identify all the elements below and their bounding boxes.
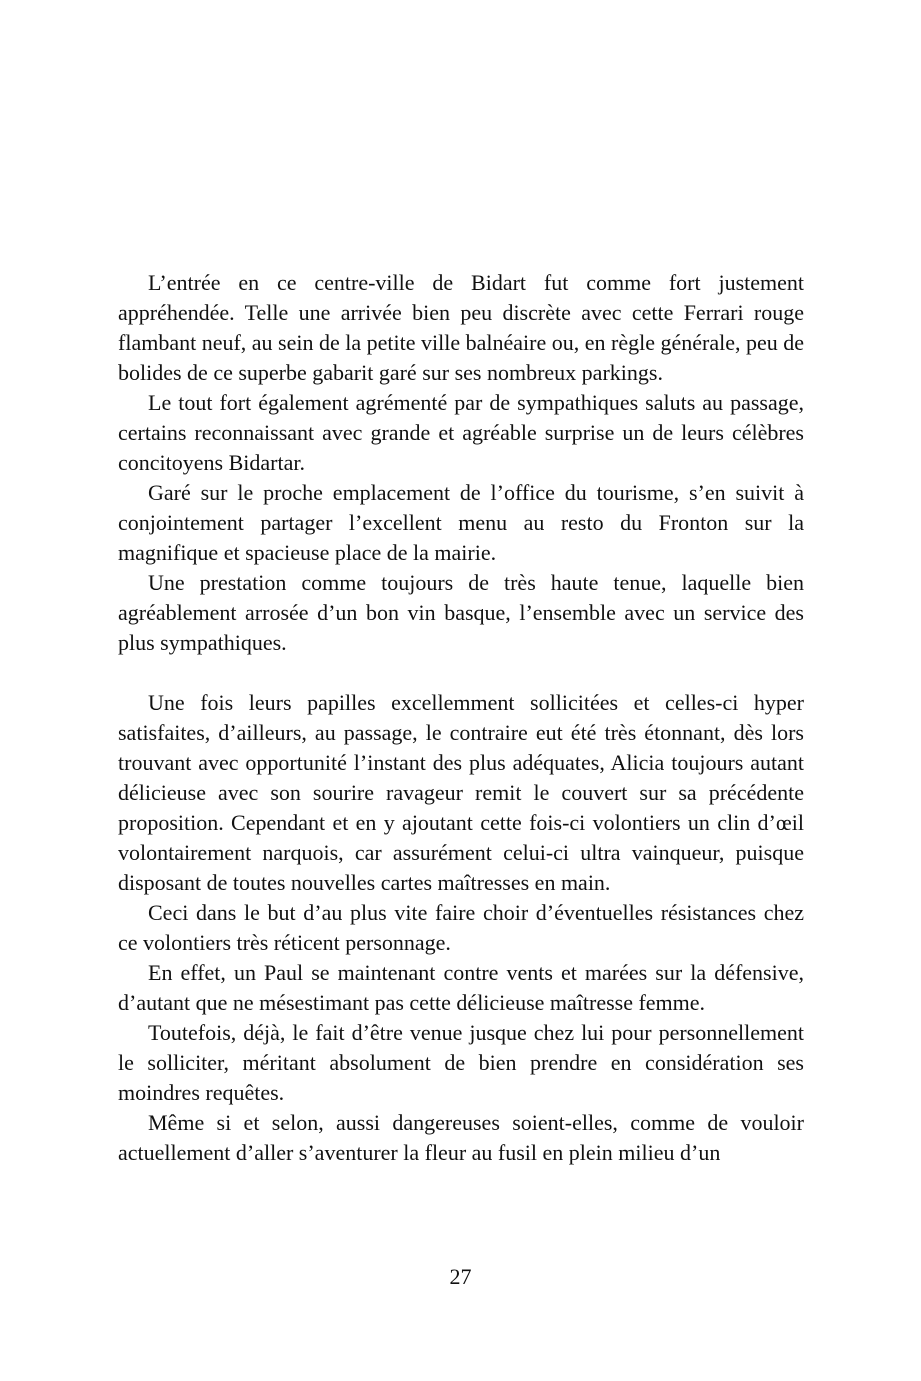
paragraph: Toutefois, déjà, le fait d’être venue jusque chez lui pour personnellement le solliciter, méritant absolument de bien prendre en considération ses moindres requêtes. xyxy=(118,1020,804,1105)
body-text xyxy=(118,268,804,1168)
paragraph: Garé sur le proche emplacement de l’office du tourisme, s’en suivit à conjointement partager l’excellent menu au resto du Fronton sur la magnifique et spacieuse place de la mairie. xyxy=(118,480,804,565)
paragraph: Même si et selon, aussi dangereuses soient-elles, comme de vouloir actuellement d’aller s’aventurer la fleur au fusil en plein milieu d’un xyxy=(118,1110,804,1165)
paragraph: L’entrée en ce centre-ville de Bidart fut comme fort justement appréhendée. Telle une arrivée bien peu discrète avec cette Ferrari rouge flambant neuf, au sein de la petite ville balnéaire ou, en règle générale, peu de bolides de ce superbe gabarit garé sur ses nombreux parkings. xyxy=(118,270,804,385)
paragraph: Ceci dans le but d’au plus vite faire choir d’éventuelles résistances chez ce volontiers très réticent personnage. xyxy=(118,900,804,955)
page-number: 27 xyxy=(449,1264,472,1289)
paragraph: En effet, un Paul se maintenant contre vents et marées sur la défensive, d’autant que ne mésestimant pas cette délicieuse maîtresse femme. xyxy=(118,960,804,1015)
paragraph: Le tout fort également agrémenté par de sympathiques saluts au passage, certains reconnaissant avec grande et agréable surprise un de leurs célèbres concitoyens Bidartar. xyxy=(118,390,804,475)
paragraph: Une fois leurs papilles excellemment sollicitées et celles-ci hyper satisfaites, d’ailleurs, au passage, le contraire eut été très étonnant, dès lors trouvant avec opportunité l’instant des plus adéquates, Alicia toujours autant délicieuse avec son sourire ravageur remit le couvert sur sa précédente proposition. Cependant et en y ajoutant cette fois-ci volontiers un clin d’œil volontairement narquois, car assurément celui-ci ultra vainqueur, puisque disposant de toutes nouvelles cartes maîtresses en main. xyxy=(118,690,804,895)
paragraph: Une prestation comme toujours de très haute tenue, laquelle bien agréablement arrosée d’un bon vin basque, l’ensemble avec un service des plus sympathiques. xyxy=(118,570,804,655)
